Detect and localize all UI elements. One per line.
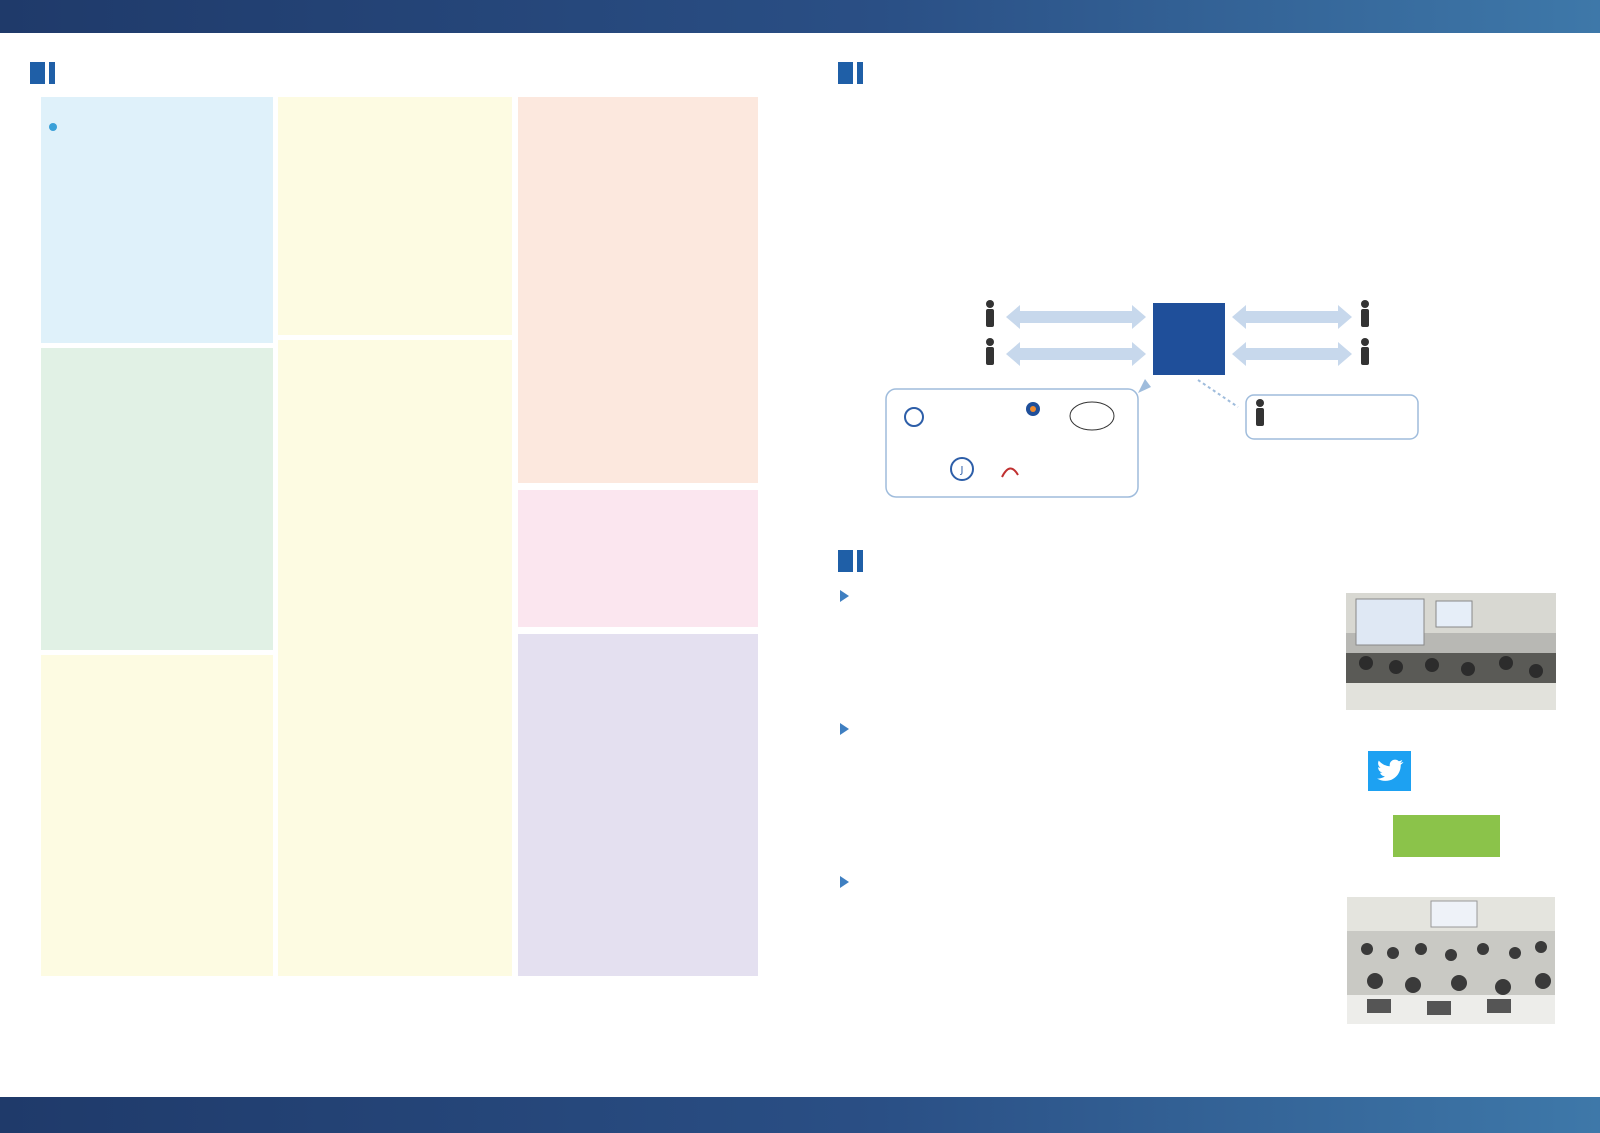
collaboration-diagram	[880, 295, 1540, 510]
development-title	[838, 550, 875, 572]
subsection-outreach	[840, 723, 858, 735]
iugonet-logo	[1153, 303, 1225, 375]
title-marker-icon	[30, 62, 45, 84]
bullet-dot-icon	[49, 123, 57, 131]
person-icon	[1361, 300, 1369, 327]
title-marker-icon	[838, 550, 853, 572]
arrow-metadata-registration	[1232, 342, 1352, 366]
list-box-kyoto-observatory	[41, 655, 273, 976]
list-box-nipr	[41, 348, 273, 650]
training-photo	[1347, 897, 1555, 1024]
subsection-workshop	[840, 590, 858, 602]
list-box-cooperating	[518, 634, 758, 976]
arrow-search	[1232, 305, 1352, 329]
training-text	[854, 899, 1302, 901]
wds-logo	[1026, 402, 1040, 416]
list-box-kyushu	[518, 490, 758, 627]
list-box-kyoto-geomag	[278, 97, 512, 335]
list-box-nagoya	[518, 97, 758, 483]
title-marker-icon	[838, 62, 853, 84]
person-icon	[1256, 399, 1264, 426]
academic-org-box	[886, 389, 1138, 497]
triangle-bullet-icon	[840, 590, 849, 602]
join-mailing-list-button[interactable]	[1393, 815, 1500, 857]
list-box-kyoto-rish	[278, 340, 512, 976]
bottom-banner	[0, 1097, 1600, 1133]
arrow-software	[1006, 342, 1146, 366]
twitter-bird-icon	[1376, 759, 1404, 783]
metadata-list-title	[30, 62, 85, 84]
top-banner	[0, 0, 1600, 33]
subsection-training	[840, 876, 858, 888]
person-icon	[1361, 338, 1369, 365]
twitter-link[interactable]	[1368, 751, 1411, 791]
svg-text:J: J	[960, 465, 964, 476]
triangle-bullet-icon	[840, 723, 849, 735]
arrow-format	[1006, 305, 1146, 329]
person-icon	[986, 338, 994, 365]
callout-box	[1246, 395, 1418, 439]
triangle-bullet-icon	[840, 876, 849, 888]
person-icon	[986, 300, 994, 327]
list-institution-header	[49, 119, 265, 131]
workshop-photo	[1346, 593, 1556, 710]
list-box-tohoku	[41, 97, 273, 343]
collaboration-title	[838, 62, 875, 84]
